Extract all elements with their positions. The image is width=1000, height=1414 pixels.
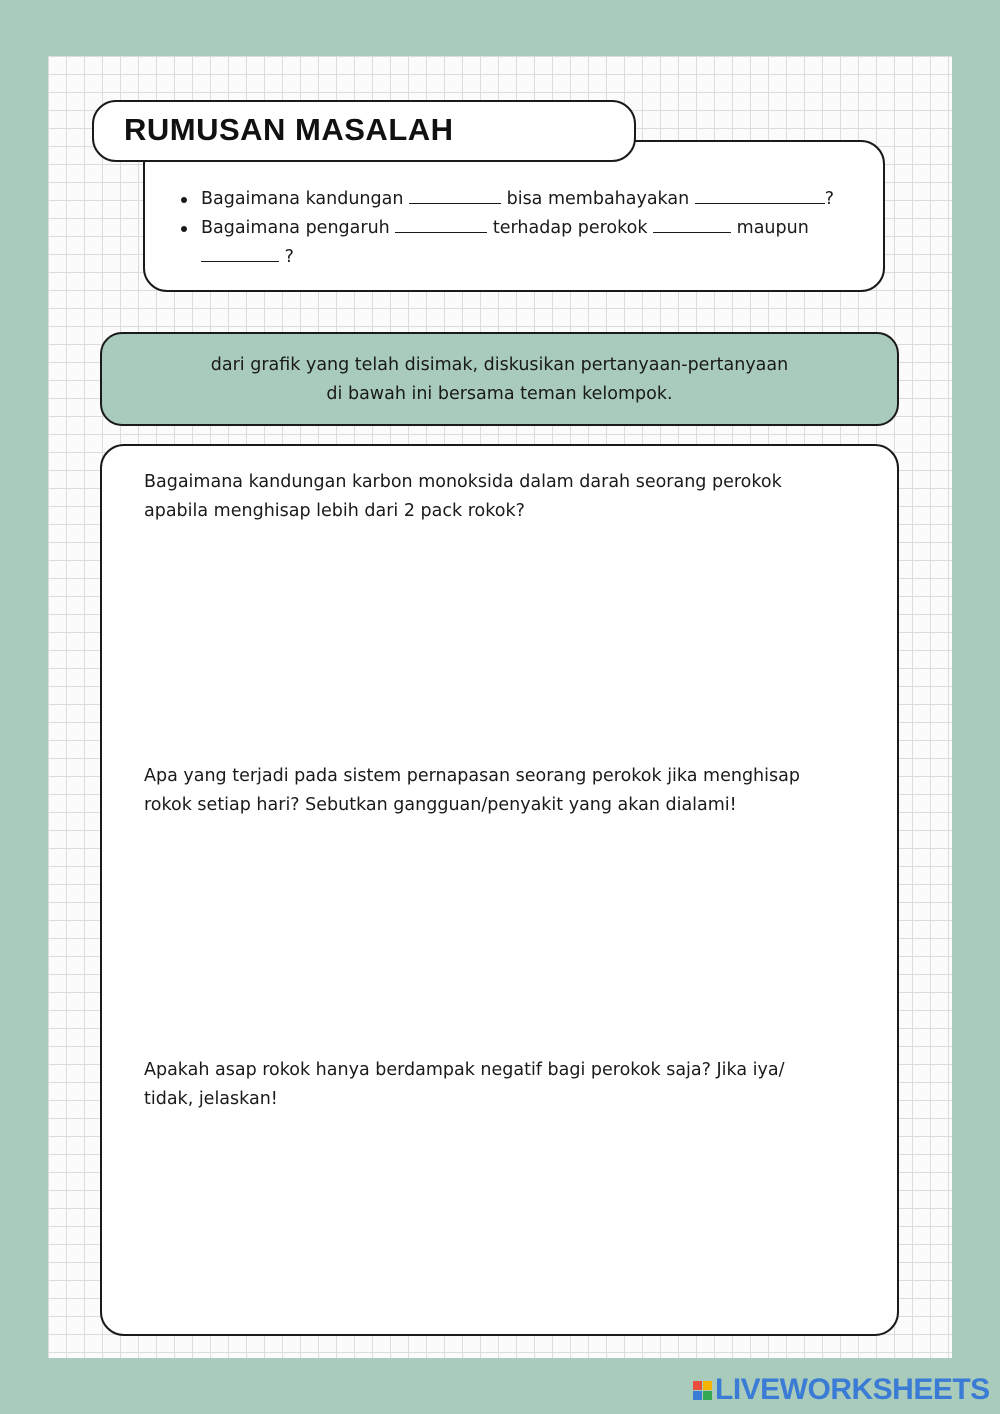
instruction-line: di bawah ini bersama teman kelompok. xyxy=(326,384,673,404)
problem-text: bisa membahayakan xyxy=(506,189,690,209)
problem-text: maupun xyxy=(736,218,809,238)
problem-text: ? xyxy=(824,189,835,209)
logo-square-v xyxy=(693,1391,702,1400)
answer-blank[interactable] xyxy=(395,216,487,233)
liveworksheets-icon xyxy=(693,1381,712,1400)
answer-blank[interactable] xyxy=(409,187,501,204)
logo-square-e xyxy=(703,1391,712,1400)
answer-blank[interactable] xyxy=(653,216,731,233)
problem-text: Bagaimana pengaruh xyxy=(201,218,390,238)
problem-text: ? xyxy=(284,247,294,267)
page-title: RUMUSAN MASALAH xyxy=(124,112,454,147)
answer-blank[interactable] xyxy=(695,187,825,204)
questions-box xyxy=(100,444,899,1336)
question-2: Apa yang terjadi pada sistem pernapasan seorang perokok jika menghisap rokok setiap hari? Sebutkan gangguan/penyakit yang akan dialami! xyxy=(144,766,800,815)
instruction-line: dari grafik yang telah disimak, diskusikan pertanyaan-pertanyaan xyxy=(210,355,789,375)
problem-text: terhadap perokok xyxy=(492,218,648,238)
logo-text: LIVEWORKSHEETS xyxy=(715,1373,990,1406)
problem-item xyxy=(176,214,876,272)
answer-blank[interactable] xyxy=(201,245,279,262)
problem-item xyxy=(176,185,876,214)
instruction-box xyxy=(100,332,899,426)
problem-text: Bagaimana kandungan xyxy=(201,189,404,209)
title-tab xyxy=(92,100,636,162)
question-3: Apakah asap rokok hanya berdampak negatif bagi perokok saja? Jika iya/ tidak, jelaskan! xyxy=(144,1060,785,1109)
logo-square-l xyxy=(693,1381,702,1390)
liveworksheets-logo xyxy=(693,1374,990,1406)
question-1: Bagaimana kandungan karbon monoksida dalam darah seorang perokok apabila menghisap lebih dari 2 pack rokok? xyxy=(144,472,782,521)
logo-square-i xyxy=(703,1381,712,1390)
problem-list xyxy=(176,185,876,272)
